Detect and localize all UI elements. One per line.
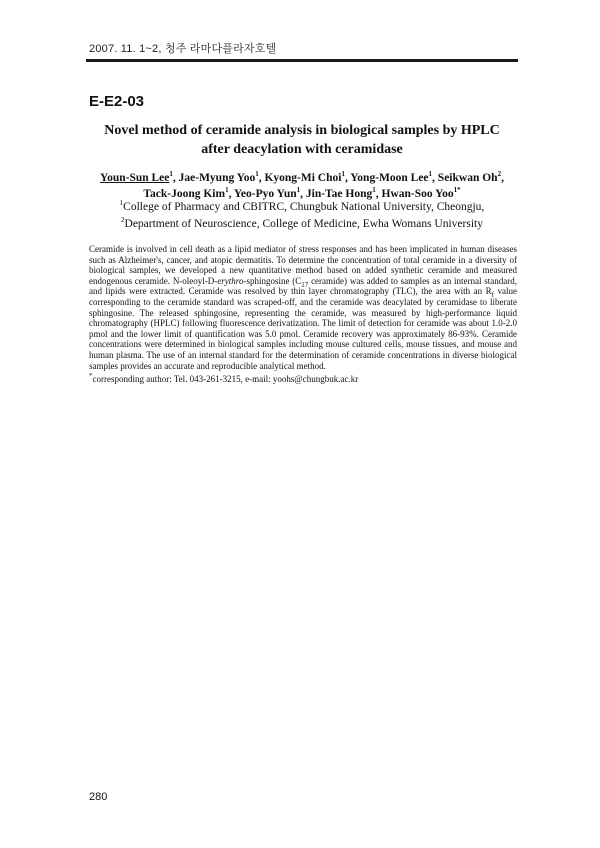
- author-name: Tack-Joong Kim: [143, 188, 226, 200]
- affiliation-text: College of Pharmacy and CBITRC, Chungbuk National University, Cheongju,: [123, 201, 485, 213]
- affiliation-sup: 2: [121, 216, 125, 225]
- author-name: Kyong-Mi Choi: [264, 172, 342, 184]
- abstract-text: [89, 244, 517, 371]
- affiliation-text: Department of Neuroscience, College of Medicine, Ewha Womans University: [124, 218, 483, 230]
- author-affil-sup: 1*: [453, 186, 461, 195]
- paper-title: [86, 121, 518, 159]
- author-affil-sup: 1: [296, 186, 301, 195]
- affiliations: [86, 199, 518, 233]
- author-separator: ,: [375, 188, 382, 200]
- author-name: Jin-Tae Hong: [305, 188, 373, 200]
- corresponding-text: corresponding author: Tel. 043-261-3215, e-mail: yoohs@chungbuk.ac.kr: [92, 374, 359, 384]
- title-line-2: after deacylation with ceramidase: [201, 142, 403, 157]
- author-name: Yong-Moon Lee: [350, 172, 429, 184]
- author-name: Hwan-Soo Yoo: [381, 188, 454, 200]
- abstract-part: Ceramide is involved in cell death as a lipid mediator of stress responses and has been implicated in human diseases such as Alzheimer's, cancer, and atopic dermatitis. To determine the concentration of total ceramide in a diversity of biological samples, we developed a new quantitative method based on added synthetic ceramide and measured endogenous ceramide.: [89, 244, 517, 286]
- author-affil-sup: 1: [428, 170, 433, 179]
- author-affil-sup: 1: [225, 186, 229, 195]
- abstract-body: [89, 244, 517, 371]
- abstract-part: ceramide) was added to samples as an internal standard, and lipids were extracted. Ceramide was resolved by thin layer chromatography (TLC), the area with an R: [89, 275, 518, 297]
- abstract-subscript: f: [491, 291, 495, 300]
- author-separator: ,: [172, 172, 179, 184]
- abstract-italic: erythro: [217, 275, 244, 286]
- author-name: Seikwan Oh: [437, 172, 498, 184]
- author-affil-sup: 2: [497, 170, 502, 179]
- author-affil-sup: 1: [341, 170, 345, 179]
- author-name: Youn-Sun Lee: [100, 172, 170, 184]
- affiliation-2: [86, 216, 518, 233]
- affiliation-sup: 1: [119, 199, 124, 208]
- author-affil-sup: 1: [255, 170, 259, 179]
- header-conference-info: 2007. 11. 1~2, 청주 라마다플라자호텔: [89, 43, 277, 55]
- affiliation-1: [86, 199, 518, 216]
- abstract-subscript: 17: [301, 280, 309, 289]
- author-separator: ,: [228, 188, 234, 200]
- abstract-part: -sphingosine (C: [243, 275, 302, 286]
- author-list: [86, 170, 518, 202]
- title-line-1: Novel method of ceramide analysis in biological samples by HPLC: [104, 123, 500, 138]
- author-affil-sup: 1: [372, 186, 376, 195]
- abstract-part: N-oleoyl-D-: [172, 275, 218, 286]
- header-rule: [86, 59, 518, 62]
- author-separator: ,: [344, 172, 351, 184]
- author-name: Yeo-Pyo Yun: [233, 188, 297, 200]
- author-separator: ,: [258, 172, 265, 184]
- corresponding-author: [89, 374, 358, 385]
- page-number: 280: [89, 791, 108, 803]
- author-separator: ,: [300, 188, 306, 200]
- author-affil-sup: 1: [169, 170, 173, 179]
- corresponding-sup: *: [89, 372, 93, 380]
- abstract-part: value corresponding to the ceramide standard was scraped-off, and the ceramide was deacylated by ceramidase to liberate sphingosine. The released sphingosine, representing the ceramide, was measured by high-performance liquid chromatography (HPLC) following fluorescence derivatization. The limit of detection for ceramide was about 1.0-2.0 pmol and the lower limit of quantification was 5.0 pmol. Ceramide recovery was approximately 86-93%. Ceramide concentrations were determined in biological samples including mouse cultured cells, mouse tissues, and mouse and human plasma. The use of an internal standard for the determination of ceramide concentrations in diverse biological samples provides an accurate and reproducible analytical method.: [89, 286, 517, 371]
- abstract-id: E-E2-03: [89, 93, 145, 110]
- author-name: Jae-Myung Yoo: [178, 172, 256, 184]
- author-separator: ,: [432, 172, 438, 184]
- author-separator: ,: [501, 172, 504, 184]
